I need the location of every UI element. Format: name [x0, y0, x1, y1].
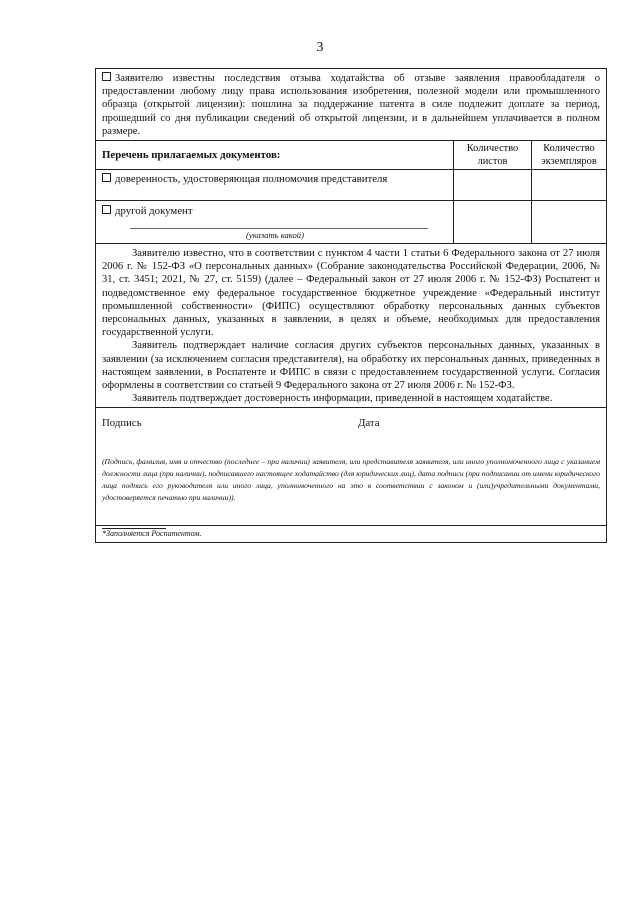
sheets-cell[interactable] [454, 170, 532, 200]
specify-underline[interactable] [130, 228, 428, 229]
consent-paragraph: Заявителю известно, что в соответствии с пунктом 4 части 1 статьи 6 Федерального закона от 27 июля 2006 г. № 152-ФЗ «О персональных данных» (Собрание законодательства Российской Федерации, 2006, № 31, ст. 3451; 2021, № 27, ст. 5159) (далее – Федеральный закон от 27 июля 2006 г. № 152-ФЗ) Роспатент и подведомственное ему федеральное государственное бюджетное учреждение «Федеральный институт промышленной собственности» (ФИПС) осуществляют обработку персональных данных субъектов персональных данных, указанных в заявлении, в целях и объеме, необходимых для предоставления государственной услуги. [102, 248, 600, 339]
personal-data-consent [96, 244, 606, 408]
document-row [96, 170, 606, 201]
specify-note: (указать какой) [246, 230, 304, 241]
copies-cell[interactable] [532, 201, 606, 243]
footnote-block [96, 526, 606, 542]
power-of-attorney-checkbox[interactable] [102, 173, 111, 182]
signature-label: Подпись [102, 417, 142, 430]
documents-title: Перечень прилагаемых документов: [96, 141, 454, 169]
document-item-label: другой документ [115, 205, 193, 218]
copies-column-header: Количество экземпляров [541, 143, 597, 167]
notice-checkbox[interactable] [102, 72, 111, 81]
documents-header [96, 141, 606, 170]
date-label: Дата [358, 417, 380, 430]
other-document-checkbox[interactable] [102, 205, 111, 214]
sheets-cell[interactable] [454, 201, 532, 243]
consent-paragraph: Заявитель подтверждает наличие согласия других субъектов персональных данных, указанных в заявлении (за исключением согласия представителя), на обработку их персональных данных, приведенных в настоящем заявлении, в Роспатенте и ФИПС в связи с предоставлением государственной услуги. Согласия оформлены в соответствии со статьей 9 Федерального закона от 27 июля 2006 г. № 152-ФЗ. [102, 340, 600, 392]
document-item-other [96, 201, 454, 243]
copies-cell[interactable] [532, 170, 606, 200]
consent-paragraph: Заявитель подтверждает достоверность информации, приведенной в настоящем ходатайстве. [132, 393, 553, 405]
notice-text: Заявителю известны последствия отзыва ходатайства об отзыве заявления правообладателя о предоставлении любому лицу права использования изобретения, полезной модели или промышленного образца (открытой лицензии): пошлина за поддержание патента в силе подлежит доплате за период, прошедший со дня публикации сведений об открытой лицензии, и в дальнейшем уплачивается в полном размере. [102, 73, 600, 137]
page-number: 3 [316, 40, 324, 55]
document-item-label: доверенность, удостоверяющая полномочия представителя [115, 173, 388, 186]
signature-note: (Подпись, фамилия, имя и отчество (последнее – при наличии) заявителя, или представителя заявителя, или иного уполномоченного лица с указанием должности лица (при наличии), подписавшего настоящее ходатайство (для юридических лиц), дата подписи (при подписании от имени юридического лица подпись его руководителя или иного лица, уполномоченного на это в соответствии с законом и (или)учредительными документами, удостоверяется печатью при наличии)). [102, 457, 600, 503]
sheets-column-header: Количество листов [454, 141, 532, 169]
footnote: *Заполняется Роспатентом. [102, 529, 202, 539]
document-row [96, 201, 606, 244]
document-item-power-of-attorney [96, 170, 454, 200]
signature-block [96, 408, 606, 526]
open-license-notice [96, 69, 606, 141]
petition-form [95, 68, 607, 543]
